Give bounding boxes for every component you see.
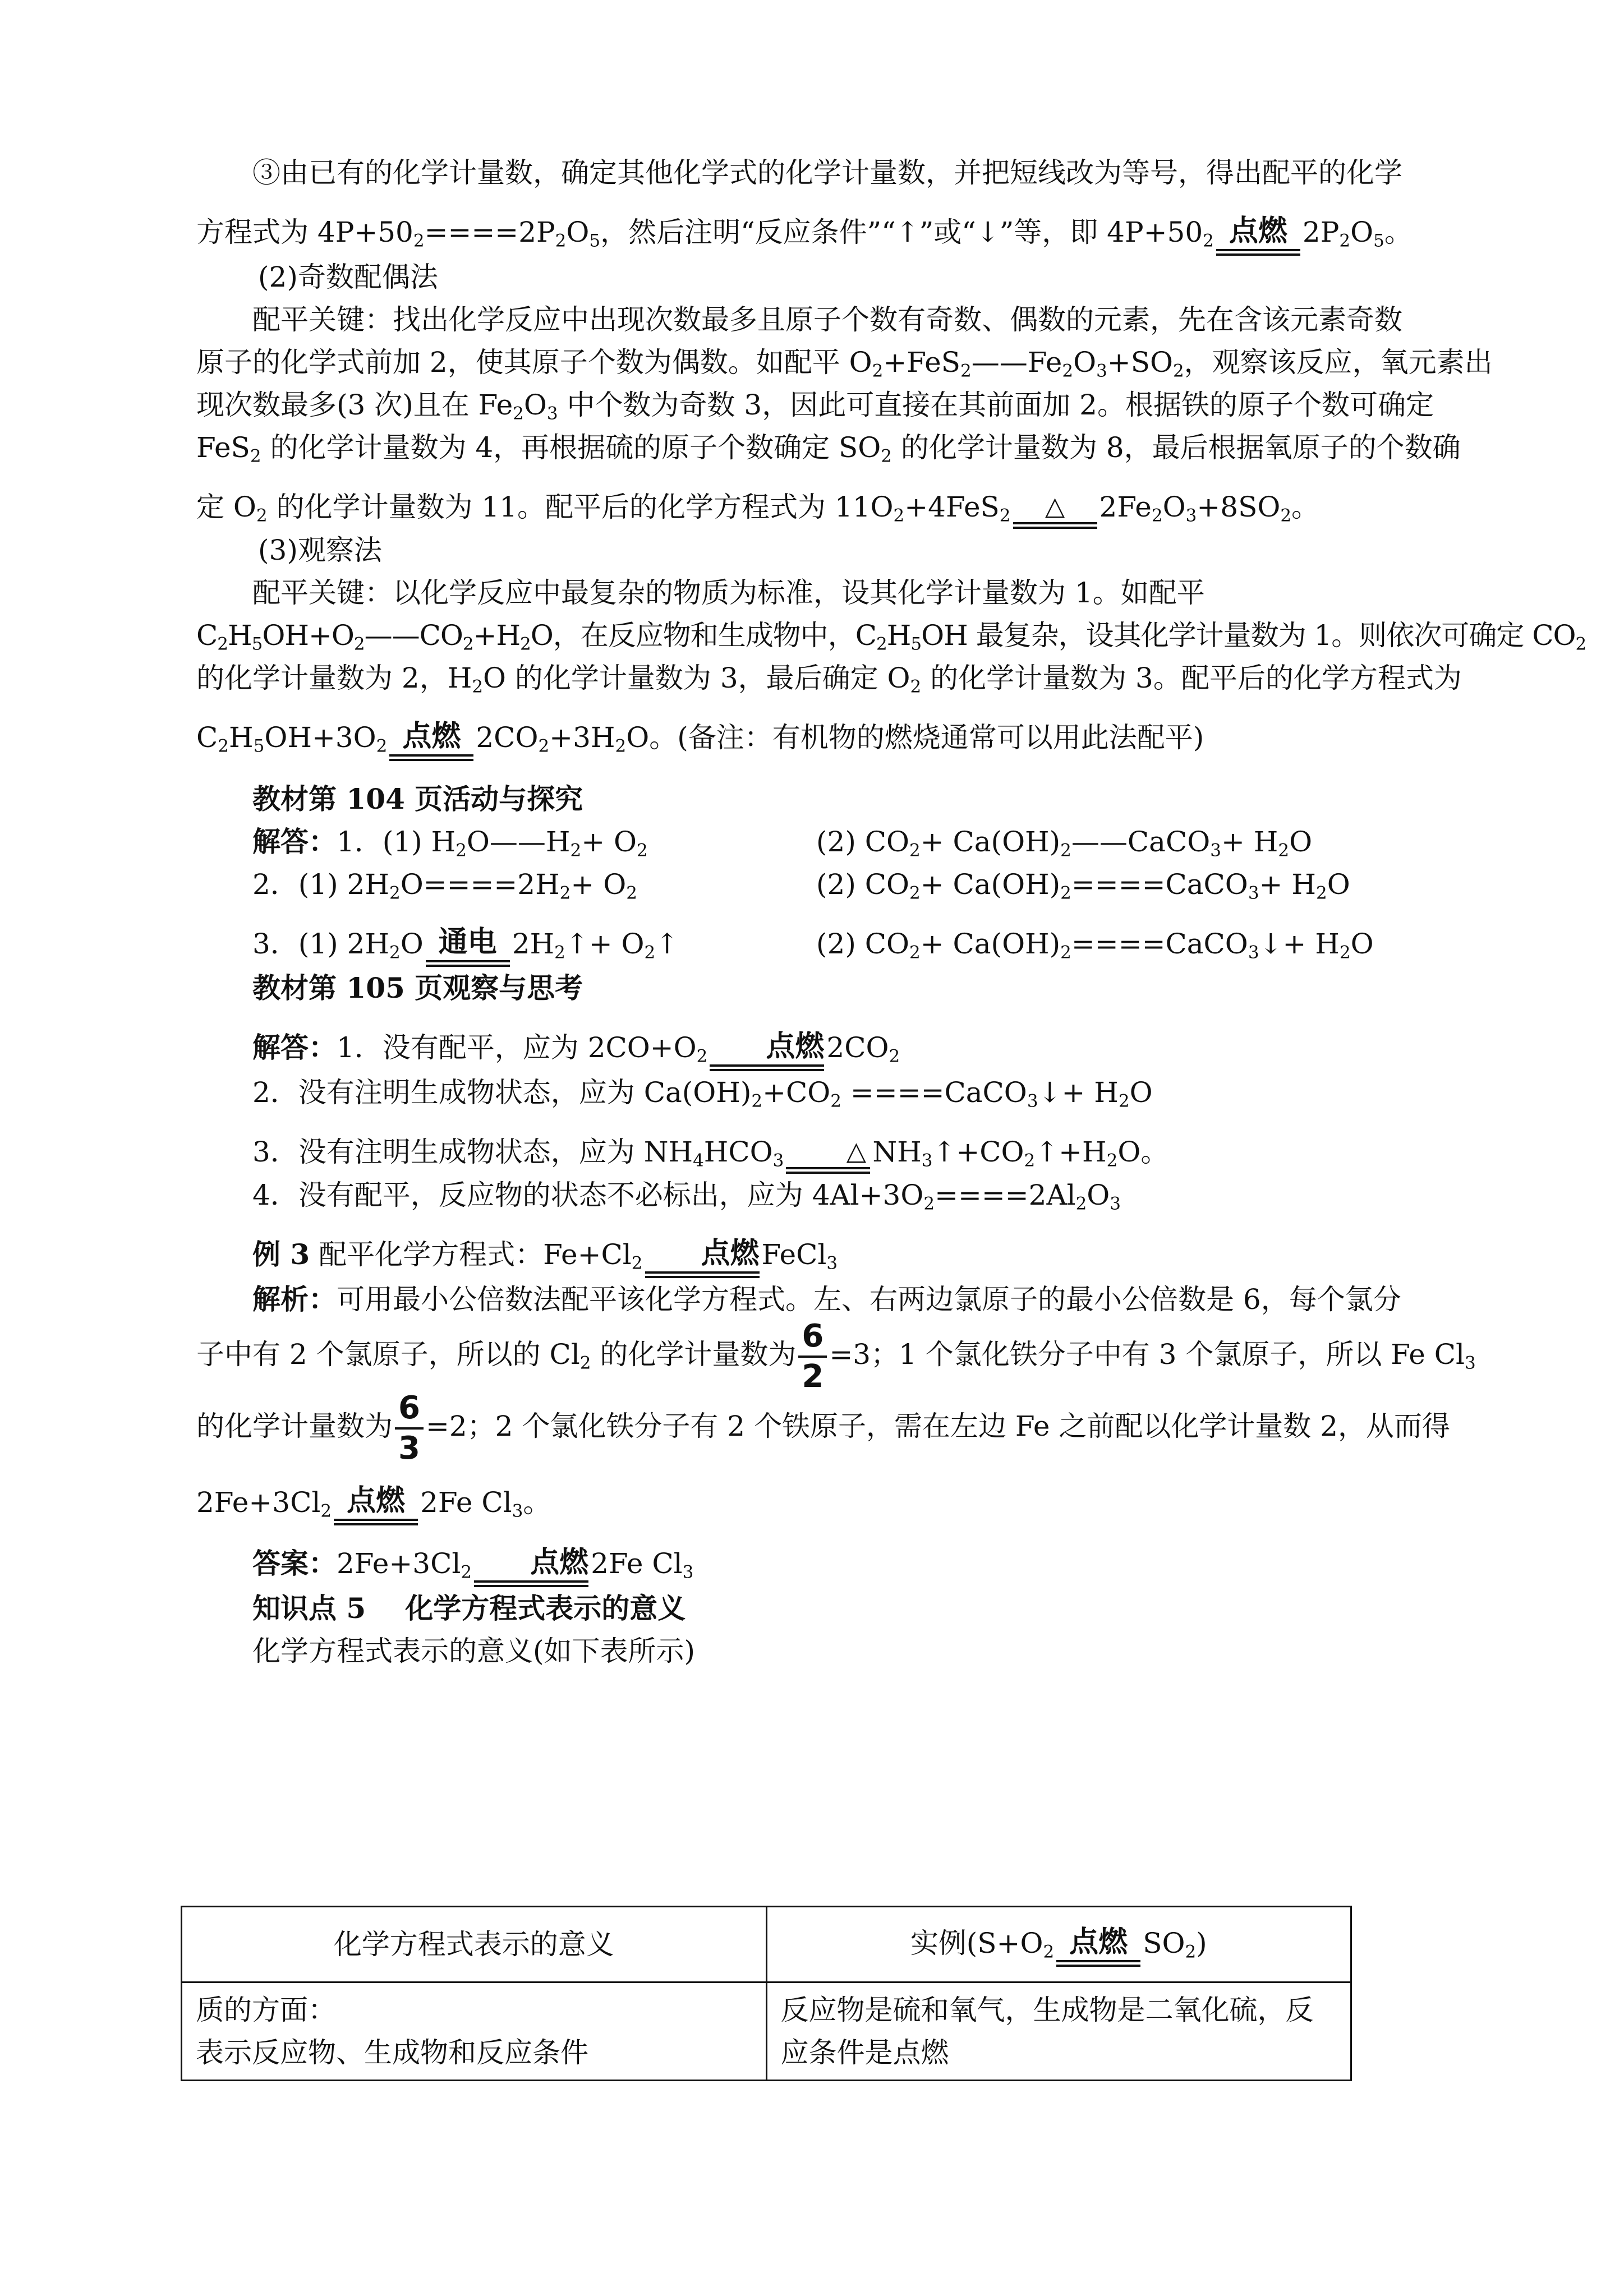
table-header-meaning: 化学方程式表示的意义 [182,1907,767,1983]
meaning-table [181,1906,1352,2081]
answer-line-4: 4．没有配平，反应物的状态不必标出，应为 $4Al+3O_2====2Al_2O_3$ [252,1179,1121,1214]
answer-line-2: 2．没有注明生成物状态，应为 $Ca(OH)_2+CO_2$ ====CaCO$_3$↓+ $H_2O$ [252,1076,1153,1112]
document-page [196,151,1586,1672]
table-row [182,1982,1351,2080]
table-cell-example: 反应物是硫和氧气，生成物是二氧化硫，反应条件是点燃 [766,1982,1351,2080]
paragraph-observation: 配平关键：以化学反应中最复杂的物质为标准，设其化学计量数为 1。如配平 [252,577,1205,609]
section-heading-p104: 教材第 104 页活动与探究 [252,782,583,815]
paragraph-odd-even-4: FeS$_2$ 的化学计量数为 4，再根据硫的原子个数确定 $SO_2$ 的化学计量数为 8，最后根据氧原子的个数确 [196,431,1461,467]
paragraph-odd-even-3: 现次数最多(3 次)且在 $Fe_2O_3$ 中个数为奇数 3，因此可直接在其前面加 2。根据铁的原子个数可确定 [196,388,1434,424]
fraction-six-over-three: $\frac{6}{3}$ [395,1393,424,1464]
paragraph-observation-3: 的化学计量数为 2，$H_2O$ 的化学计量数为 3，最后确定 $O_2$ 的化学计量数为 3。配平后的化学方程式为 [196,662,1462,697]
example-3-analysis-2: 子中有 2 个氯原子，所以的 $Cl_2$ 的化学计量数为 $\frac{6}{2}$ =3；1 个氯化铁分子中有 3 个氯原子，所以 Fe $Cl_3$ [196,1317,1476,1395]
table-intro: 化学方程式表示的意义(如下表所示) [252,1634,696,1667]
answer-row-1: 解答：1．(1) $H_2O——H_2+ O_2$ (2) $CO_2+$ $Ca(OH)_2——CaCO_3+ H_2O$ [252,824,1313,861]
reaction-condition-ignite: 点燃 [474,1548,588,1587]
knowledge-point-5-heading: 知识点 5 化学方程式表示的意义 [252,1591,686,1625]
paragraph-odd-even: 配平关键：找出化学反应中出现次数最多且原子个数有奇数、偶数的元素，先在含该元素奇数 [252,303,1402,336]
reaction-condition-ignite: 点燃 [334,1486,418,1525]
table-header-row [182,1907,1351,1983]
equation-line-ethanol: $C_2H_5OH+3O_2$ 点燃 $2CO_2+3H_2O$。(备注：有机物的燃烧通常可以用此法配平) [196,716,1442,761]
paragraph-observation-2: $C_2H_5OH+O_2——CO_2+H_2O$，在反应物和生成物中，$C_2H_5OH$ 最复杂，设其化学计量数为 1。则依次可确定 $CO_2$ [196,619,1586,654]
equation-line-iron-sulfide: 定 $O_2$ 的化学计量数为 11。配平后的化学方程式为 $11O_2+4FeS_2$ △ $2Fe_2O_3+8SO_2$。 [196,486,1442,529]
reaction-condition-ignite: 点燃 [710,1032,824,1071]
example-3-answer: 答案：$2Fe+3Cl_2$ 点燃 2Fe $Cl_3$ [196,1542,1442,1587]
answer-line-3: 3．没有注明生成物状态，应为 $NH_4HCO_3$ △ $NH_3↑+CO_2↑+H_2O$。 [196,1131,1442,1174]
reaction-condition-heat: △ [786,1138,870,1174]
reaction-condition-ignite: 点燃 [389,722,473,761]
table-header-example: 实例($S+O_2$ 点燃 $SO_2$) [766,1907,1351,1983]
reaction-condition-ignite: 点燃 [1216,216,1300,256]
paragraph-odd-even-2: 原子的化学式前加 2，使其原子个数为偶数。如配平 $O_2+FeS_2——Fe_2O_3+SO_2$，观察该反应，氧元素出 [196,345,1493,381]
fraction-six-over-two: $\frac{6}{2}$ [798,1321,827,1393]
example-3-analysis: 解析：可用最小公倍数法配平该化学方程式。左、右两边氯原子的最小公倍数是 6，每个氯分 [252,1282,1401,1316]
heading-observation-method: (3)观察法 [258,534,382,566]
reaction-condition-heat: △ [1013,493,1097,529]
reaction-condition-ignite: 点燃 [1056,1928,1140,1967]
section-heading-p105: 教材第 105 页观察与思考 [252,971,583,1004]
table-cell-meaning: 质的方面： 表示反应物、生成物和反应条件 [182,1982,767,2080]
heading-odd-even-method: (2)奇数配偶法 [258,260,438,293]
equation-line-phosphorus: 方程式为 $4P+50_2====2P_2O_5$，然后注明“反应条件”“↑”或“↓”等，即 $4P+50_2$ 点燃 $2P_2O_5$。 [196,211,1442,256]
answer-line-1: 解答：1．没有配平，应为 $2CO+O_2$ 点燃 $2CO_2$ [196,1026,1442,1071]
answer-row-2: 2．(1) $2H_2O====2H_2+ O_2$ (2) $CO_2+$ $Ca(OH)_2====CaCO_3+ H_2O$ [252,868,1350,903]
paragraph-step3: ③由已有的化学计量数，确定其他化学式的化学计量数，并把短线改为等号，得出配平的化学 [252,156,1402,189]
example-3-analysis-3: 的化学计量数为 $\frac{6}{3}$ =2；2 个氯化铁分子有 2 个铁原子，需在左边 Fe 之前配以化学计量数 2，从而得 [196,1389,1451,1467]
answer-row-3: 3．(1) $2H_2O$ 通电 $2H_2↑+$ $O_2↑$ (2) $CO_2+$ $Ca(OH)_2====CaCO_3↓+ H_2O$ [196,923,1442,967]
example-3-result: $2Fe+3Cl_2$ 点燃 2Fe $Cl_3$。 [196,1481,1442,1526]
reaction-condition-ignite: 点燃 [645,1239,760,1278]
reaction-condition-electrolysis: 通电 [426,928,510,967]
example-3-question: 例 3 配平化学方程式：$Fe+Cl_2$ 点燃 FeCl$_3$ [196,1233,1442,1278]
